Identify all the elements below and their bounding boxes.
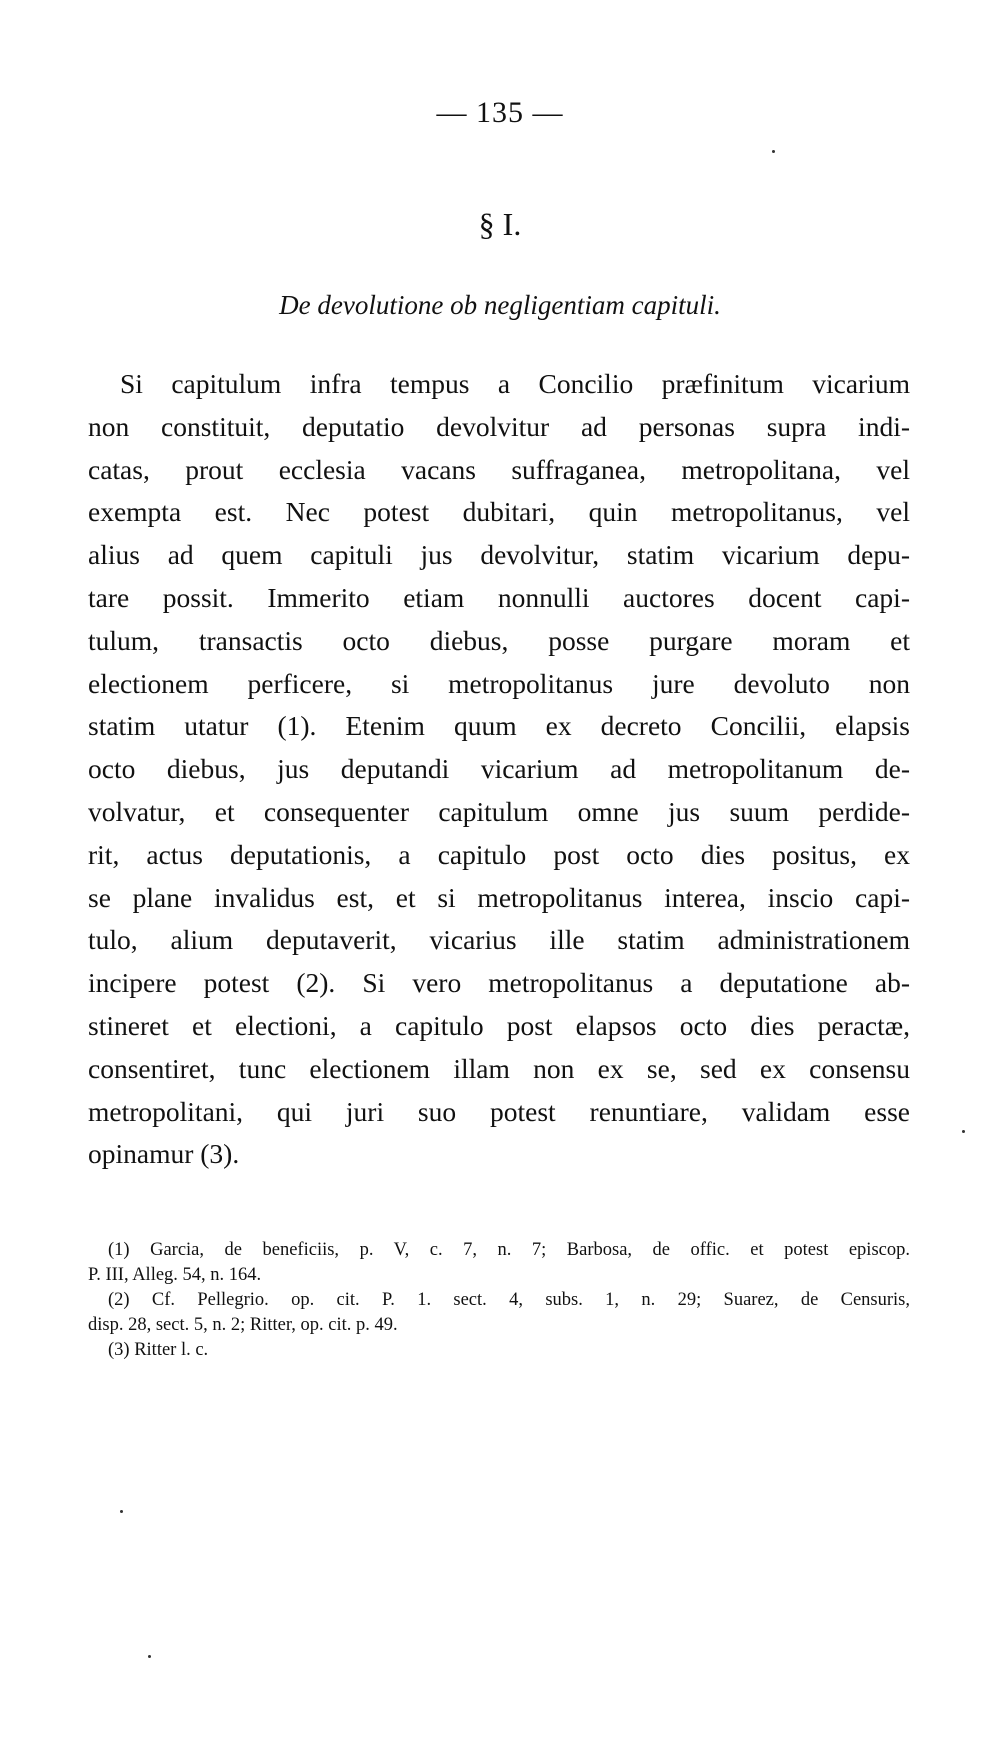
body-line: incipere potest (2). Si vero metropolitanus a deputatione ab-	[88, 967, 910, 999]
body-line: tulo, alium deputaverit, vicarius ille statim administrationem	[88, 924, 910, 956]
footnote-line: (1) Garcia, de beneficiis, p. V, c. 7, n. 7; Barbosa, de offic. et potest episcop.	[108, 1240, 910, 1260]
page-number: — 135 —	[436, 96, 564, 129]
body-line: tulum, transactis octo diebus, posse purgare moram et	[88, 624, 910, 656]
body-line: se plane invalidus est, et si metropolitanus interea, inscio capi-	[88, 881, 910, 913]
scan-speck	[962, 1130, 965, 1133]
body-line: non constituit, deputatio devolvitur ad personas supra indi-	[88, 410, 910, 442]
body-line: statim utatur (1). Etenim quum ex decreto Concilii, elapsis	[88, 710, 910, 742]
footnote-line: (2) Cf. Pellegrio. op. cit. P. 1. sect. 4, subs. 1, n. 29; Suarez, de Censuris,	[108, 1290, 910, 1310]
body-line: electionem perficere, si metropolitanus jure devoluto non	[88, 667, 910, 699]
body-line: tare possit. Immerito etiam nonnulli auctores docent capi-	[88, 581, 910, 613]
section-mark: § I.	[478, 206, 522, 242]
body-line: opinamur (3).	[88, 1138, 240, 1170]
footnotes	[88, 1238, 910, 1363]
body-line: octo diebus, jus deputandi vicarium ad metropolitanum de-	[88, 753, 910, 785]
body-line: rit, actus deputationis, a capitulo post octo dies positus, ex	[88, 838, 910, 870]
body-line: volvatur, et consequenter capitulum omne jus suum perdide-	[88, 795, 910, 827]
footnote-line: disp. 28, sect. 5, n. 2; Ritter, op. cit. p. 49.	[88, 1315, 398, 1335]
body-line: exempta est. Nec potest dubitari, quin metropolitanus, vel	[88, 496, 910, 528]
footnote-line: (3) Ritter l. c.	[108, 1340, 209, 1360]
scan-speck	[772, 150, 775, 153]
body-line: stineret et electioni, a capitulo post elapsos octo dies peractæ,	[88, 1009, 910, 1041]
scan-speck	[148, 1655, 151, 1658]
body-line: metropolitani, qui juri suo potest renuntiare, validam esse	[88, 1095, 910, 1127]
body-line: Si capitulum infra tempus a Concilio præfinitum vicarium	[120, 368, 910, 399]
body-line: catas, prout ecclesia vacans suffraganea, metropolitana, vel	[88, 453, 910, 485]
section-title: De devolutione ob negligentiam capituli.	[279, 290, 721, 320]
body-paragraph	[88, 363, 910, 1176]
scan-speck	[120, 1510, 123, 1513]
body-line: alius ad quem capituli jus devolvitur, statim vicarium depu-	[88, 539, 910, 571]
footnote-line: P. III, Alleg. 54, n. 164.	[88, 1265, 262, 1285]
body-line: consentiret, tunc electionem illam non ex se, sed ex consensu	[88, 1052, 910, 1084]
